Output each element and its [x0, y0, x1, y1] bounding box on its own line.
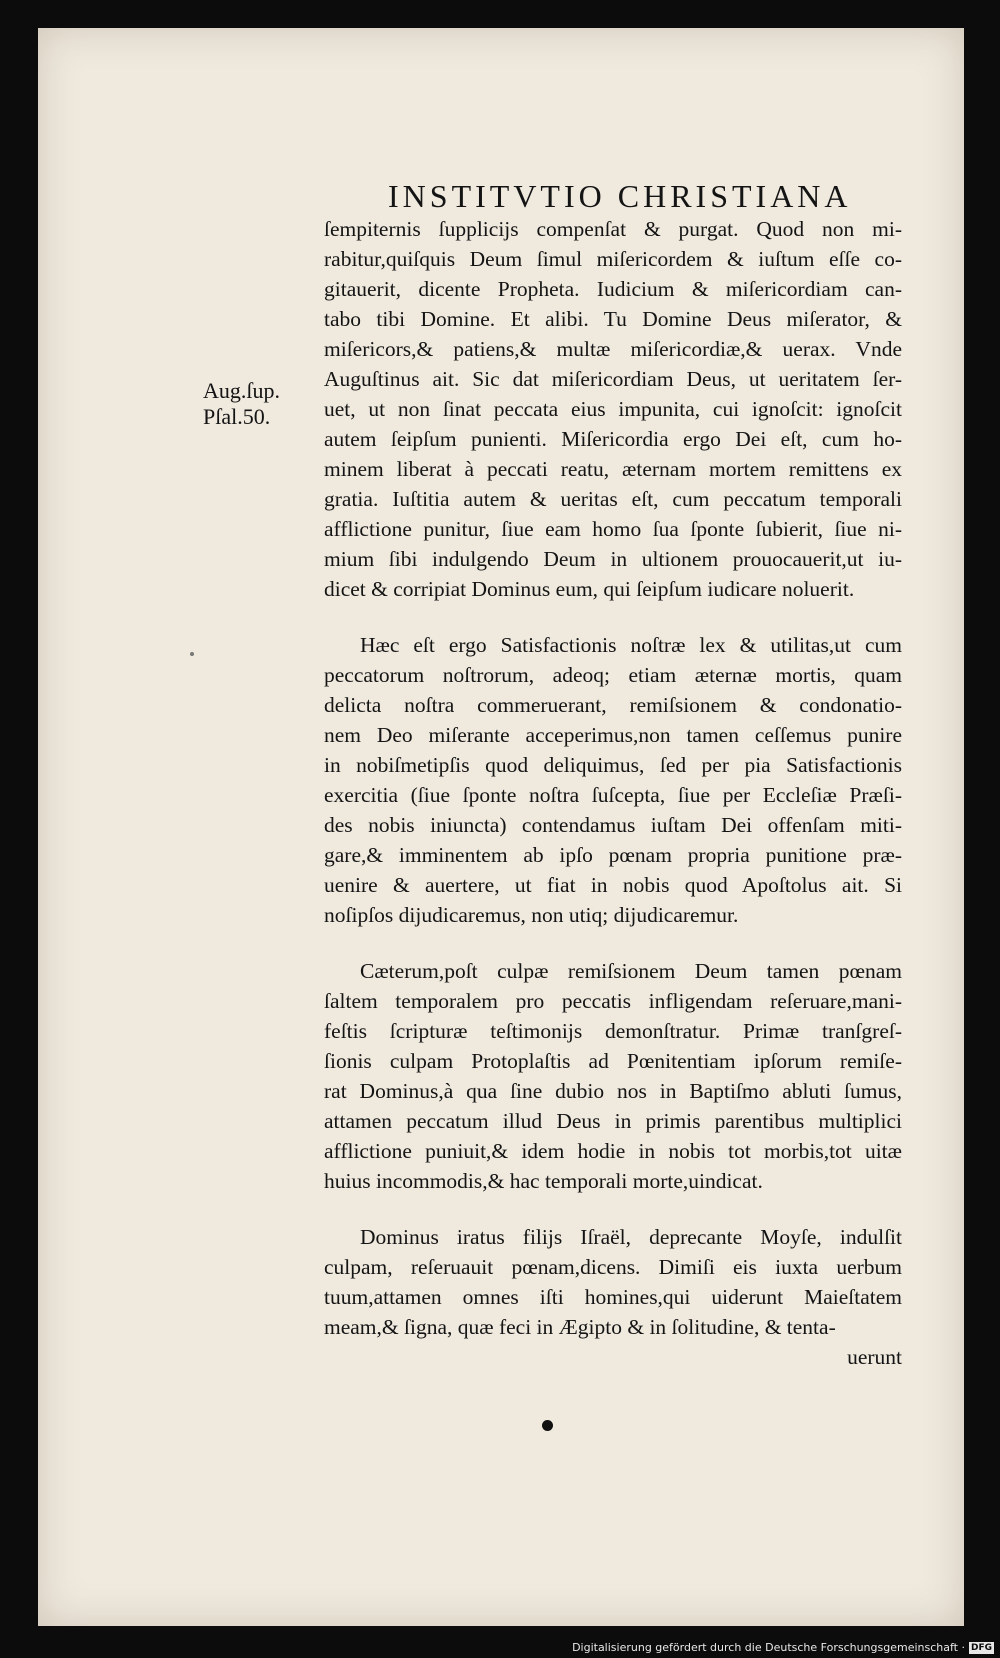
text-line: huius incommodis,& hac temporali morte,uindicat. [324, 1169, 763, 1193]
dfg-logo: DFG [970, 1642, 992, 1653]
text-line: gratia. Iuſtitia autem & ueritas eſt, cum peccatum temporali [324, 487, 902, 511]
footer-credit: Digitalisierung gefördert durch die Deutsche Forschungsgemeinschaft · [572, 1641, 965, 1654]
digitization-footer [572, 1641, 994, 1654]
text-line: uenire & auertere, ut fiat in nobis quod Apoſtolus ait. Si [324, 873, 902, 897]
text-line: ſionis culpam Protoplaſtis ad Pœnitentiam ipſorum remiſe- [324, 1049, 902, 1073]
catchword: uerunt [847, 1345, 902, 1369]
text-line: feſtis ſcripturæ teſtimonijs demonſtratur. Primæ tranſgreſ- [324, 1019, 902, 1043]
text-line: autem ſeipſum punienti. Miſericordia ergo Dei eſt, cum ho- [324, 427, 902, 451]
text-line: Dominus iratus filijs Iſraël, deprecante Moyſe, indulſit [360, 1225, 902, 1249]
text-line: tabo tibi Domine. Et alibi. Tu Domine Deus miſerator, & [324, 307, 902, 331]
text-line: dicet & corripiat Dominus eum, qui ſeipſum iudicare noluerit. [324, 577, 855, 601]
text-line: peccatorum noſtrorum, adeoq; etiam æternæ mortis, quam [324, 663, 902, 687]
text-line: Cæterum,poſt culpæ remiſsionem Deum tamen pœnam [360, 959, 902, 983]
text-line: tuum,attamen omnes iſti homines,qui uiderunt Maieſtatem [324, 1285, 902, 1309]
paragraph [324, 630, 902, 930]
text-line: delicta noſtra commeruerant, remiſsionem & condonatio- [324, 693, 902, 717]
text-line: meam,& ſigna, quæ feci in Ægipto & in ſolitudine, & tenta- [324, 1315, 836, 1339]
text-line: gare,& imminentem ab ipſo pœnam propria punitione præ- [324, 843, 902, 867]
paragraph [324, 1222, 902, 1372]
running-title: INSTITVTIO CHRISTIANA [388, 178, 852, 214]
text-block [324, 214, 902, 1398]
marginal-note [203, 378, 313, 430]
text-line: noſipſos dijudicaremus, non utiq; dijudicaremur. [324, 903, 739, 927]
text-line: attamen peccatum illud Deus in primis parentibus multiplici [324, 1109, 902, 1133]
text-line: Hæc eſt ergo Satisfactionis noſtræ lex & utilitas,ut cum [360, 633, 902, 657]
text-line: des nobis iniuncta) contendamus iuſtam Dei offenſam miti- [324, 813, 902, 837]
text-line: nem Deo miſerante acceperimus,non tamen ceſſemus punire [324, 723, 902, 747]
text-line: ſaltem temporalem pro peccatis infligendam reſeruare,mani- [324, 989, 902, 1013]
text-line: uet, ut non ſinat peccata eius impunita, cui ignoſcit: ignoſcit [324, 397, 902, 421]
text-line: rat Dominus,à qua ſine dubio nos in Baptiſmo abluti ſumus, [324, 1079, 902, 1103]
text-line: minem liberat à peccati reatu, æternam mortem remittens ex [324, 457, 902, 481]
marginal-note-line: Pſal.50. [203, 404, 271, 429]
text-line: exercitia (ſiue ſponte noſtra ſuſcepta, ſiue per Eccleſiæ Præſi- [324, 783, 902, 807]
text-line: miſericors,& patiens,& multæ miſericordiæ,& uerax. Vnde [324, 337, 902, 361]
ink-dot [542, 1420, 553, 1431]
text-line: Auguſtinus ait. Sic dat miſericordiam Deus, ut ueritatem ſer- [324, 367, 902, 391]
text-line: afflictione punitur, ſiue eam homo ſua ſponte ſubierit, ſiue ni- [324, 517, 902, 541]
text-line: mium ſibi indulgendo Deum in ultionem prouocauerit,ut iu- [324, 547, 902, 571]
marginal-note-line: Aug.ſup. [203, 378, 280, 403]
text-line: ſempiternis ſupplicijs compenſat & purgat. Quod non mi- [324, 217, 902, 241]
text-line: culpam, reſeruauit pœnam,dicens. Dimiſi eis iuxta uerbum [324, 1255, 902, 1279]
text-line: rabitur,quiſquis Deum ſimul miſericordem & iuſtum eſſe co- [324, 247, 902, 271]
text-line: afflictione puniuit,& idem hodie in nobis tot morbis,tot uitæ [324, 1139, 902, 1163]
text-line: gitauerit, dicente Propheta. Iudicium & miſericordiam can- [324, 277, 902, 301]
book-page [38, 28, 964, 1626]
paragraph [324, 214, 902, 604]
text-line: in nobiſmetipſis quod deliquimus, ſed per pia Satisfactionis [324, 753, 902, 777]
paper-speck [190, 652, 194, 656]
paragraph [324, 956, 902, 1196]
